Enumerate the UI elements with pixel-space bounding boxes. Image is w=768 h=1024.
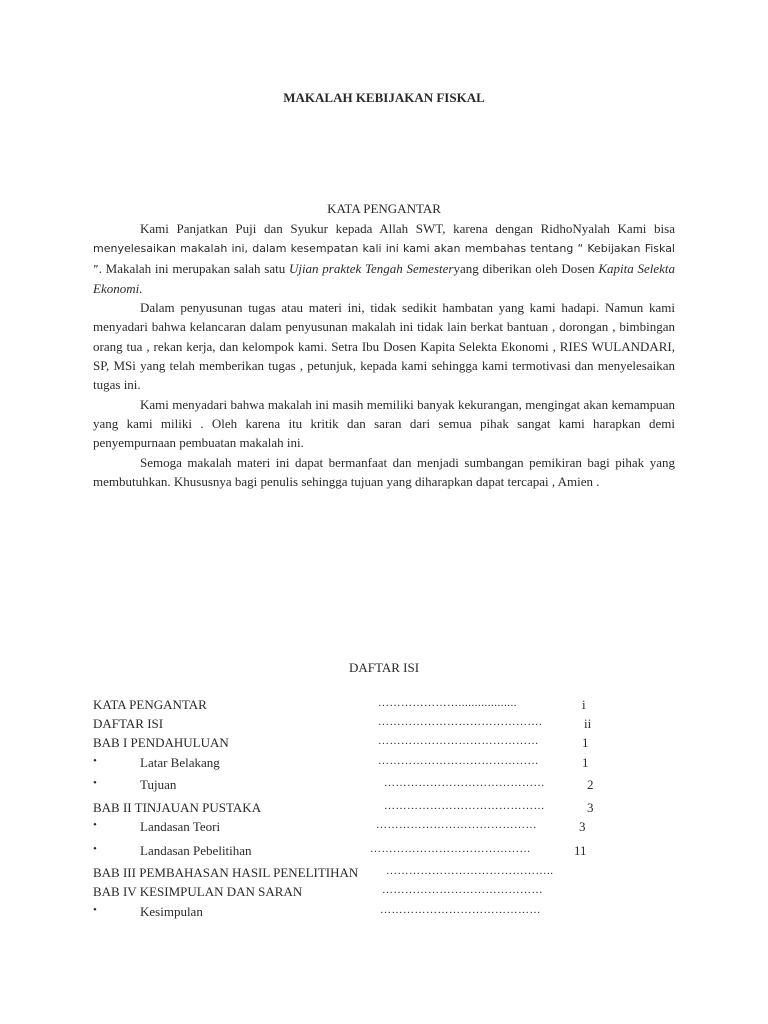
toc-label: Landasan Teori xyxy=(140,819,221,834)
paragraph-1-italic-course: Kapita Selekta Ekonomi. xyxy=(93,260,676,296)
toc-row xyxy=(93,819,693,837)
paragraph-4: Semoga makalah materi ini dapat bermanfaat dan menjadi sumbangan pemikiran bagi pihak yang membutuhkan. Khususnya bagi penulis sehingga tujuan yang diharapkan dapat tercapai , Amien . xyxy=(93,454,675,489)
toc-page-number: 2 xyxy=(587,777,594,792)
toc-row xyxy=(93,735,693,753)
toc-row xyxy=(93,884,693,902)
toc-leader-dots: …………………………………… xyxy=(376,819,537,831)
toc-row xyxy=(93,865,693,883)
toc-leader-dots: …………………………………… xyxy=(380,904,541,916)
toc-page-number: 11 xyxy=(574,843,587,858)
toc-label: DAFTAR ISI xyxy=(93,716,164,731)
toc-row xyxy=(93,697,693,715)
toc-row xyxy=(93,716,693,734)
toc-row xyxy=(93,843,693,861)
toc-page-number: 3 xyxy=(587,800,594,815)
toc-page-number: ii xyxy=(584,716,592,731)
toc-label: Kesimpulan xyxy=(140,904,203,919)
toc-leader-dots: ……………………………………. xyxy=(378,716,543,728)
toc-row xyxy=(93,755,693,773)
toc-label: KATA PENGANTAR xyxy=(93,697,207,712)
paragraph-1-part-b: menyelesaikan makalah ini, dalam kesempatan kali ini kami akan membahas tentang “ Kebijakan Fiskal ” xyxy=(93,242,675,276)
toc-leader-dots: …………………………………….. xyxy=(386,865,554,877)
bullet-icon: • xyxy=(93,755,97,767)
toc-label: BAB IV KESIMPULAN DAN SARAN xyxy=(93,884,303,899)
toc-page-number: 1 xyxy=(582,755,589,770)
bullet-icon: • xyxy=(93,843,97,855)
toc-page-number: 3 xyxy=(579,819,586,834)
toc-label: BAB II TINJAUAN PUSTAKA xyxy=(93,800,262,815)
toc-leader-dots: …………………………………… xyxy=(378,735,539,747)
toc-row xyxy=(93,800,693,818)
bullet-icon: • xyxy=(93,777,97,789)
kata-pengantar-heading: KATA PENGANTAR xyxy=(327,201,441,216)
paragraph-1 xyxy=(93,219,675,298)
toc-label: Latar Belakang xyxy=(140,755,220,770)
paragraph-1-part-a: Kami Panjatkan Puji dan Syukur kepada Allah SWT, karena dengan RidhoNyalah Kami bisa xyxy=(140,221,675,236)
kata-pengantar-body xyxy=(93,219,675,491)
paragraph-1-part-e: yang diberikan oleh Dosen xyxy=(453,260,599,276)
bullet-icon: • xyxy=(93,904,97,916)
paragraph-1-part-c: . Makalah ini merupakan salah satu xyxy=(98,260,289,276)
toc-leader-dots: …………………………………… xyxy=(382,884,543,896)
toc-row xyxy=(93,904,693,922)
toc-leader-dots: …………………………………… xyxy=(378,755,539,767)
paragraph-2: Dalam penyusunan tugas atau materi ini, tidak sedikit hambatan yang kami hadapi. Namun kami menyadari bahwa kelancaran dalam penyusunan makalah ini tidak lain berkat bantuan , dorongan , bimbingan orang tua , rekan kerja, dan kelompok kami. Setra Ibu Dosen Kapita Selekta Ekonomi , RIES WULANDARI, SP, MSi yang telah memberikan tugas , petunjuk, kepada kami sehingga kami termotivasi dan menyelesaikan tugas ini. xyxy=(93,300,675,393)
toc-row xyxy=(93,777,693,795)
paragraph-3: Kami menyadari bahwa makalah ini masih memiliki banyak kekurangan, mengingat akan kemampuan yang kami miliki . Oleh karena itu kritik dan saran dari semua pihak sangat kami harapkan demi penyempurnaan pembuatan makalah ini. xyxy=(93,396,675,451)
toc-page-number: i xyxy=(582,697,586,712)
toc-leader-dots: …………………………………… xyxy=(370,843,531,855)
toc-label: BAB I PENDAHULUAN xyxy=(93,735,229,750)
toc-leader-dots: …………………………………… xyxy=(384,800,545,812)
toc-leader-dots: ………………….................. xyxy=(378,697,517,709)
daftar-isi-heading: DAFTAR ISI xyxy=(348,660,420,675)
toc-leader-dots: …………………………………… xyxy=(384,777,545,789)
toc-label: Tujuan xyxy=(140,777,177,792)
toc-label: Landasan Pebelitihan xyxy=(140,843,252,858)
paragraph-1-italic-exam: Ujian praktek Tengah Semester xyxy=(288,260,454,276)
toc-label: BAB III PEMBAHASAN HASIL PENELITIHAN xyxy=(93,865,359,880)
document-title: MAKALAH KEBIJAKAN FISKAL xyxy=(283,90,485,105)
toc-page-number: 1 xyxy=(582,735,589,750)
bullet-icon: • xyxy=(93,819,97,831)
